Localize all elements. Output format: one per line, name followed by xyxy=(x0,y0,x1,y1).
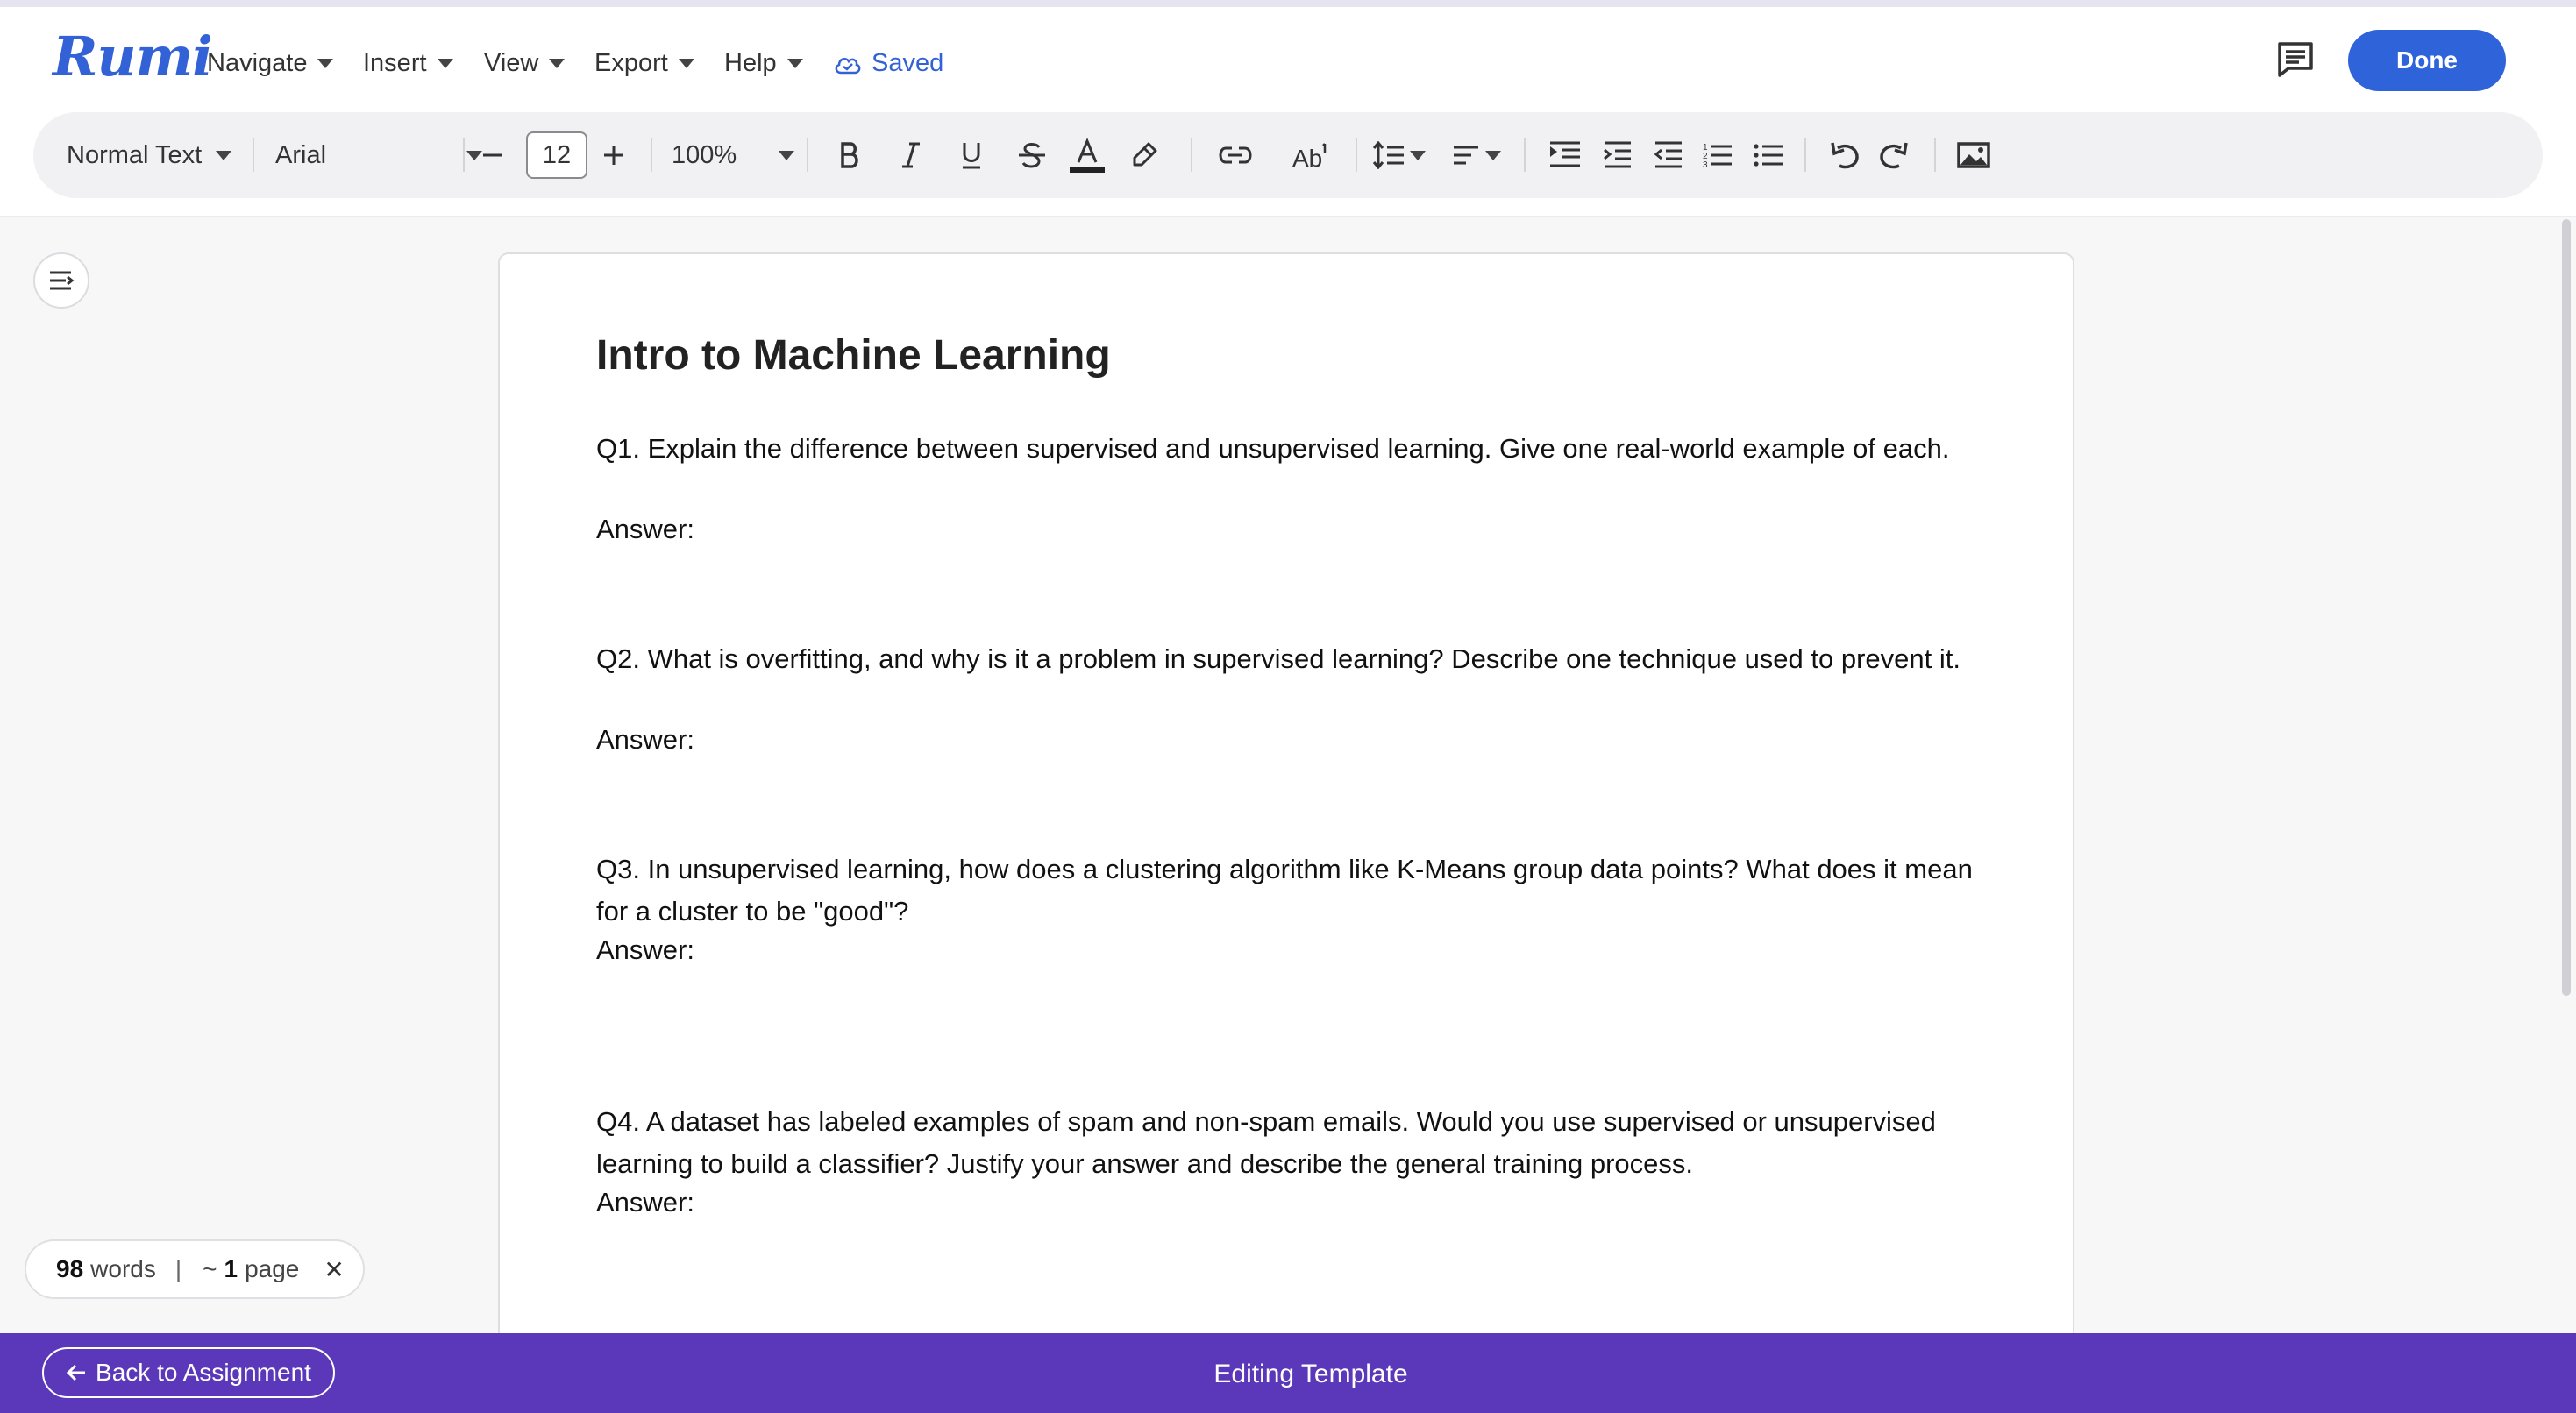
vertical-scrollbar[interactable] xyxy=(2562,219,2571,996)
underline-icon xyxy=(959,140,984,170)
menu-view[interactable] xyxy=(484,49,565,78)
text-color-button[interactable] xyxy=(1070,112,1105,198)
toolbar-divider xyxy=(651,138,652,172)
formatting-toolbar xyxy=(33,112,2543,198)
toolbar-divider xyxy=(253,138,254,172)
text-style-select[interactable] xyxy=(67,112,231,198)
toolbar-divider xyxy=(1524,138,1526,172)
underline-button[interactable] xyxy=(959,112,984,198)
document-title[interactable]: Intro to Machine Learning xyxy=(596,332,1111,379)
footer-bar xyxy=(0,1333,2576,1413)
menu-export[interactable] xyxy=(594,49,694,78)
svg-text:1: 1 xyxy=(1703,143,1708,153)
comments-button[interactable] xyxy=(2274,40,2316,79)
indent-icon xyxy=(1548,141,1582,169)
menu-bar xyxy=(0,7,2576,110)
menu-insert-label: Insert xyxy=(363,49,427,77)
close-icon[interactable]: ✕ xyxy=(324,1255,345,1283)
question-2[interactable]: Q2. What is overfitting, and why is it a problem in supervised learning? Describe one technique used to prevent it. xyxy=(596,643,1960,674)
numbered-list-button[interactable] xyxy=(1703,112,1733,198)
word-count-separator: | xyxy=(174,1255,182,1282)
image-icon xyxy=(1957,142,1990,168)
italic-button[interactable] xyxy=(900,112,922,198)
bulleted-list-icon xyxy=(1754,141,1783,169)
text-color-icon xyxy=(1070,138,1105,173)
toolbar-divider xyxy=(1356,138,1357,172)
highlighter-icon xyxy=(1129,140,1159,170)
outdent-button[interactable] xyxy=(1654,112,1683,198)
svg-text:Ab: Ab xyxy=(1292,145,1323,170)
link-button[interactable] xyxy=(1217,112,1254,198)
question-4[interactable]: Q4. A dataset has labeled examples of spam and non-spam emails. Would you use supervised or unsupervised learning to build a classifier? Justify your answer and describe the general training process. xyxy=(596,1106,1936,1179)
word-count-value: 98 xyxy=(56,1255,84,1282)
word-count-widget xyxy=(25,1239,365,1299)
menu-help[interactable] xyxy=(724,49,803,78)
editing-template-title: Editing Template xyxy=(1213,1360,1408,1388)
redo-icon xyxy=(1878,139,1910,171)
toolbar-divider xyxy=(1934,138,1936,172)
plus-icon xyxy=(601,143,626,167)
undo-button[interactable] xyxy=(1829,112,1861,198)
insert-image-button[interactable] xyxy=(1957,112,1990,198)
saved-status xyxy=(833,49,943,78)
svg-text:3: 3 xyxy=(1703,160,1708,169)
page-count-prefix: ~ xyxy=(203,1255,217,1282)
indent-first-line-button[interactable] xyxy=(1548,112,1582,198)
decrease-indent-icon xyxy=(1654,141,1683,169)
indent-button[interactable] xyxy=(1603,112,1633,198)
undo-icon xyxy=(1829,139,1861,171)
zoom-select[interactable] xyxy=(672,112,794,198)
spellcheck-icon xyxy=(1292,140,1329,170)
outline-menu-icon xyxy=(48,269,75,292)
redo-button[interactable] xyxy=(1878,112,1910,198)
strikethrough-icon xyxy=(1017,140,1047,170)
answer-label-2[interactable]: Answer: xyxy=(596,724,694,755)
highlight-button[interactable] xyxy=(1129,112,1159,198)
line-spacing-select[interactable] xyxy=(1373,112,1426,198)
line-spacing-icon xyxy=(1373,141,1405,169)
numbered-list-icon xyxy=(1703,141,1733,169)
increase-font-size-button[interactable] xyxy=(601,112,626,198)
cloud-check-icon xyxy=(833,53,863,75)
answer-label-4[interactable]: Answer: xyxy=(596,1187,694,1218)
minus-icon xyxy=(480,143,505,167)
caret-down-icon xyxy=(549,59,565,68)
done-button[interactable]: Done xyxy=(2348,30,2506,91)
text-style-value: Normal Text xyxy=(67,140,203,169)
caret-down-icon xyxy=(1485,151,1501,160)
comment-icon xyxy=(2274,40,2316,79)
top-accent-line xyxy=(0,0,2576,7)
decrease-font-size-button[interactable] xyxy=(480,112,505,198)
menu-navigate-label: Navigate xyxy=(207,49,308,77)
increase-indent-icon xyxy=(1603,141,1633,169)
caret-down-icon xyxy=(438,59,453,68)
font-family-value: Arial xyxy=(275,140,327,169)
caret-down-icon xyxy=(317,59,333,68)
toolbar-divider xyxy=(1804,138,1806,172)
menu-help-label: Help xyxy=(724,49,777,77)
outline-toggle-button[interactable] xyxy=(33,252,89,309)
page-count-value: 1 xyxy=(224,1255,238,1282)
align-left-icon xyxy=(1452,143,1480,167)
toolbar-divider xyxy=(807,138,808,172)
caret-down-icon xyxy=(779,151,794,160)
caret-down-icon xyxy=(1410,151,1426,160)
toolbar-divider xyxy=(1191,138,1192,172)
alignment-select[interactable] xyxy=(1452,112,1501,198)
menu-insert[interactable] xyxy=(363,49,453,78)
menu-navigate[interactable] xyxy=(207,49,333,78)
rumi-logo: Rumi xyxy=(53,25,212,89)
caret-down-icon xyxy=(787,59,803,68)
toolbar-divider xyxy=(463,138,465,172)
zoom-value: 100% xyxy=(672,140,737,169)
strikethrough-button[interactable] xyxy=(1017,112,1047,198)
svg-text:2: 2 xyxy=(1703,152,1708,161)
back-to-assignment-label: Back to Assignment xyxy=(96,1359,311,1386)
menu-export-label: Export xyxy=(594,49,668,77)
italic-icon xyxy=(900,141,922,169)
saved-label: Saved xyxy=(872,49,944,77)
document-page[interactable] xyxy=(498,252,2074,1413)
question-3[interactable]: Q3. In unsupervised learning, how does a clustering algorithm like K-Means group data points? What does it mean for a cluster to be "good"? xyxy=(596,854,1973,927)
menu-view-label: View xyxy=(484,49,539,77)
answer-label-3[interactable]: Answer: xyxy=(596,934,694,965)
font-size-input[interactable]: 12 xyxy=(526,131,587,179)
answer-label-1[interactable]: Answer: xyxy=(596,514,694,544)
caret-down-icon xyxy=(679,59,694,68)
font-family-select[interactable] xyxy=(275,112,482,198)
page-count-label: page xyxy=(245,1255,300,1282)
question-1[interactable]: Q1. Explain the difference between supervised and unsupervised learning. Give one real-world example of each. xyxy=(596,433,1950,464)
bold-icon xyxy=(838,141,861,169)
bold-button[interactable] xyxy=(838,112,861,198)
word-count-label: words xyxy=(90,1255,156,1282)
editor-header xyxy=(0,7,2576,217)
link-icon xyxy=(1217,144,1254,167)
caret-down-icon xyxy=(216,151,231,160)
spellcheck-button[interactable] xyxy=(1292,112,1329,198)
bulleted-list-button[interactable] xyxy=(1754,112,1783,198)
